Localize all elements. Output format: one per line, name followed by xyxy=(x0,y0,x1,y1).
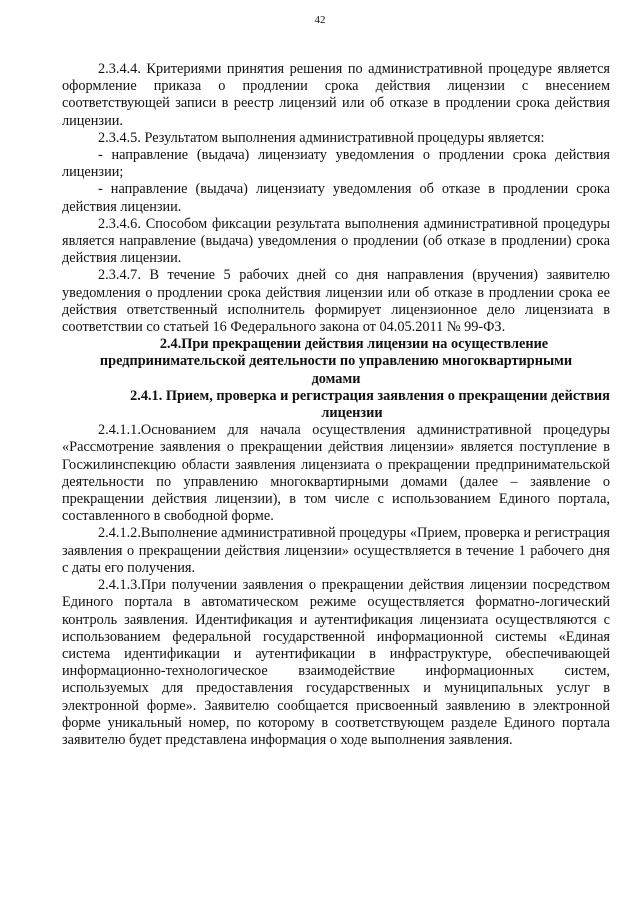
list-item-notice-extension: - направление (выдача) лицензиату уведомления о продлении срока действия лицензии; xyxy=(62,147,610,181)
page-number: 42 xyxy=(314,14,326,26)
section-heading: 2.4.При прекращении действия лицензии на осуществление предпринимательской деятельности по управлению многоквартирными домами xyxy=(99,336,573,387)
subsection-heading: 2.4.1. Прием, проверка и регистрация заявления о прекращении действия лицензии xyxy=(130,387,610,422)
paragraph-2-3-4-6: 2.3.4.6. Способом фиксации результата выполнения административной процедуры является направление (выдача) уведомления о продлении (об отказе в продлении) срока действия лицензии. xyxy=(62,215,610,267)
paragraph-2-3-4-7: 2.3.4.7. В течение 5 рабочих дней со дня направления (вручения) заявителю уведомления о продлении срока действия лицензии или об отказе в продлении срока ее действия ответственный исполнитель формирует лицензионное дело лицензиата в соответствии со статьей 16 Федерального закона от 04.05.2011 № 99-ФЗ. xyxy=(62,267,610,336)
paragraph-2-4-1-3: 2.4.1.3.При получении заявления о прекращении действия лицензии посредством Единого портала в автоматическом режиме осуществляется форматно-логический контроль заявления. Идентификация и аутентификация лицензиата осуществляются с использованием федеральной государственной информационной системы «Единая система идентификации и аутентификации в инфраструктуре, обеспечивающей информационно-технологическое взаимодействие информационных систем, используемых для предоставления государственных и муниципальных услуг в электронной форме». Заявителю сообщается присвоенный заявлению в электронной форме уникальный номер, по которому в соответствующем разделе Единого портала заявителю будет представлена информация о ходе выполнения заявления. xyxy=(62,577,610,748)
list-item-notice-refusal: - направление (выдача) лицензиату уведомления об отказе в продлении срока действия лицензии. xyxy=(62,181,610,215)
paragraph-2-3-4-5: 2.3.4.5. Результатом выполнения административной процедуры является: xyxy=(98,129,545,146)
paragraph-2-3-4-4: 2.3.4.4. Критериями принятия решения по административной процедуре является оформление приказа о продлении срока действия лицензии с внесением соответствующей записи в реестр лицензий или об отказе в продлении срока действия лицензии. xyxy=(62,61,610,129)
paragraph-2-4-1-2: 2.4.1.2.Выполнение административной процедуры «Прием, проверка и регистрация заявления о прекращении действия лицензии» осуществляется в течение 1 рабочего дня с даты его получения. xyxy=(62,525,610,576)
paragraph-2-4-1-1: 2.4.1.1.Основанием для начала осуществления административной процедуры «Рассмотрение заявления о прекращении действия лицензии» является поступление в Госжилинспекцию области заявления лицензиата о прекращении предпринимательской деятельности по управлению многоквартирными домами (далее – заявление о прекращении действия лицензии), в том числе с использованием Единого портала, составленного в свободной форме. xyxy=(62,422,610,525)
document-body xyxy=(62,61,610,749)
